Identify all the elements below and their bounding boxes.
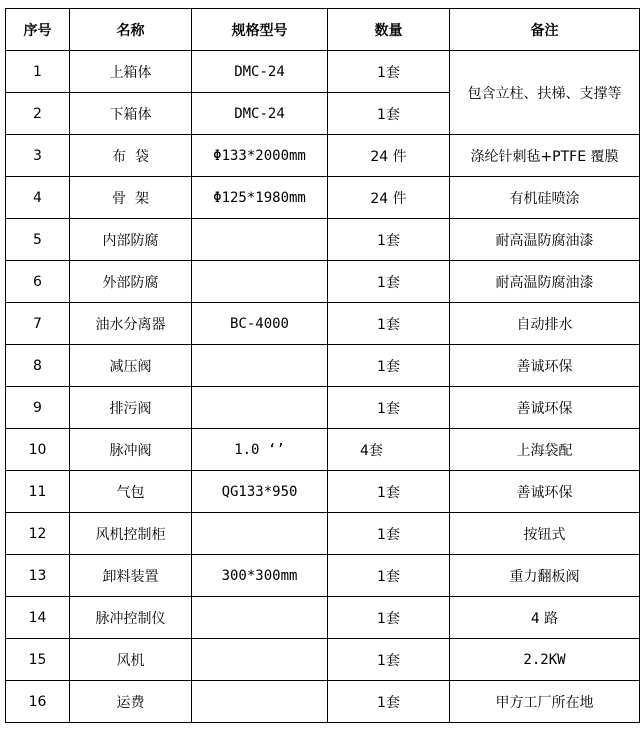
cell-note: 按钮式 — [450, 513, 640, 555]
table-row — [6, 681, 640, 723]
cell-name: 油水分离器 — [70, 303, 192, 345]
cell-qty: 1套 — [328, 303, 450, 345]
header-spec: 规格型号 — [192, 9, 328, 51]
cell-no: 9 — [6, 387, 70, 429]
cell-no: 4 — [6, 177, 70, 219]
cell-no: 6 — [6, 261, 70, 303]
cell-note: 自动排水 — [450, 303, 640, 345]
cell-no: 3 — [6, 135, 70, 177]
cell-name: 气包 — [70, 471, 192, 513]
header-name: 名称 — [70, 9, 192, 51]
cell-no: 15 — [6, 639, 70, 681]
cell-name: 下箱体 — [70, 93, 192, 135]
cell-spec — [192, 639, 328, 681]
cell-note: 涤纶针刺毡+PTFE 覆膜 — [450, 135, 640, 177]
header-no: 序号 — [6, 9, 70, 51]
cell-no: 12 — [6, 513, 70, 555]
table-row — [6, 177, 640, 219]
cell-no: 11 — [6, 471, 70, 513]
table-row — [6, 303, 640, 345]
cell-name: 内部防腐 — [70, 219, 192, 261]
table-row — [6, 597, 640, 639]
cell-name: 布 袋 — [70, 135, 192, 177]
cell-qty: 1套 — [328, 93, 450, 135]
table-row — [6, 387, 640, 429]
cell-note: 甲方工厂所在地 — [450, 681, 640, 723]
table-header-row — [6, 9, 640, 51]
cell-qty: 1套 — [328, 471, 450, 513]
cell-no: 10 — [6, 429, 70, 471]
cell-spec: 1.0 ‘’ — [192, 429, 328, 471]
cell-no: 5 — [6, 219, 70, 261]
cell-no: 13 — [6, 555, 70, 597]
header-qty: 数量 — [328, 9, 450, 51]
cell-spec: DMC-24 — [192, 51, 328, 93]
cell-name: 脉冲阀 — [70, 429, 192, 471]
cell-note: 有机硅喷涂 — [450, 177, 640, 219]
cell-qty: 1套 — [328, 261, 450, 303]
cell-qty: 1套 — [328, 219, 450, 261]
table-row — [6, 261, 640, 303]
table-row — [6, 429, 640, 471]
cell-qty: 1套 — [328, 345, 450, 387]
cell-name: 外部防腐 — [70, 261, 192, 303]
cell-spec — [192, 261, 328, 303]
cell-spec: 300*300mm — [192, 555, 328, 597]
cell-qty: 1套 — [328, 387, 450, 429]
cell-note: 4 路 — [450, 597, 640, 639]
cell-spec — [192, 681, 328, 723]
cell-qty: 1套 — [328, 681, 450, 723]
cell-no: 8 — [6, 345, 70, 387]
cell-no: 14 — [6, 597, 70, 639]
cell-note-merged: 包含立柱、扶梯、支撑等 — [450, 51, 640, 135]
cell-qty: 24 件 — [328, 177, 450, 219]
cell-spec: Φ133*2000mm — [192, 135, 328, 177]
cell-spec: QG133*950 — [192, 471, 328, 513]
cell-qty: 1套 — [328, 639, 450, 681]
table-row — [6, 555, 640, 597]
cell-name: 风机控制柜 — [70, 513, 192, 555]
cell-note: 耐高温防腐油漆 — [450, 261, 640, 303]
table-row — [6, 219, 640, 261]
table-row — [6, 513, 640, 555]
cell-no: 7 — [6, 303, 70, 345]
cell-qty: 1套 — [328, 513, 450, 555]
cell-note: 善诚环保 — [450, 387, 640, 429]
header-note: 备注 — [450, 9, 640, 51]
cell-name: 运费 — [70, 681, 192, 723]
cell-qty: 4套 — [328, 429, 450, 471]
cell-note: 耐高温防腐油漆 — [450, 219, 640, 261]
cell-no: 2 — [6, 93, 70, 135]
cell-name: 骨 架 — [70, 177, 192, 219]
cell-name: 排污阀 — [70, 387, 192, 429]
cell-qty: 1套 — [328, 51, 450, 93]
cell-note: 善诚环保 — [450, 471, 640, 513]
cell-spec — [192, 513, 328, 555]
cell-no: 16 — [6, 681, 70, 723]
cell-name: 卸料装置 — [70, 555, 192, 597]
cell-name: 脉冲控制仪 — [70, 597, 192, 639]
cell-name: 风机 — [70, 639, 192, 681]
cell-spec: BC-4000 — [192, 303, 328, 345]
cell-spec: Φ125*1980mm — [192, 177, 328, 219]
table-row — [6, 51, 640, 93]
cell-name: 上箱体 — [70, 51, 192, 93]
table-row — [6, 345, 640, 387]
cell-note: 2.2KW — [450, 639, 640, 681]
cell-note: 善诚环保 — [450, 345, 640, 387]
cell-spec — [192, 387, 328, 429]
cell-qty: 1套 — [328, 555, 450, 597]
cell-name: 减压阀 — [70, 345, 192, 387]
cell-spec — [192, 597, 328, 639]
cell-spec: DMC-24 — [192, 93, 328, 135]
cell-qty: 24 件 — [328, 135, 450, 177]
equipment-spec-table — [5, 8, 640, 723]
table-row — [6, 135, 640, 177]
cell-spec — [192, 345, 328, 387]
table-row — [6, 639, 640, 681]
cell-note: 上海袋配 — [450, 429, 640, 471]
cell-qty: 1套 — [328, 597, 450, 639]
cell-no: 1 — [6, 51, 70, 93]
cell-note: 重力翻板阀 — [450, 555, 640, 597]
table-row — [6, 471, 640, 513]
cell-spec — [192, 219, 328, 261]
